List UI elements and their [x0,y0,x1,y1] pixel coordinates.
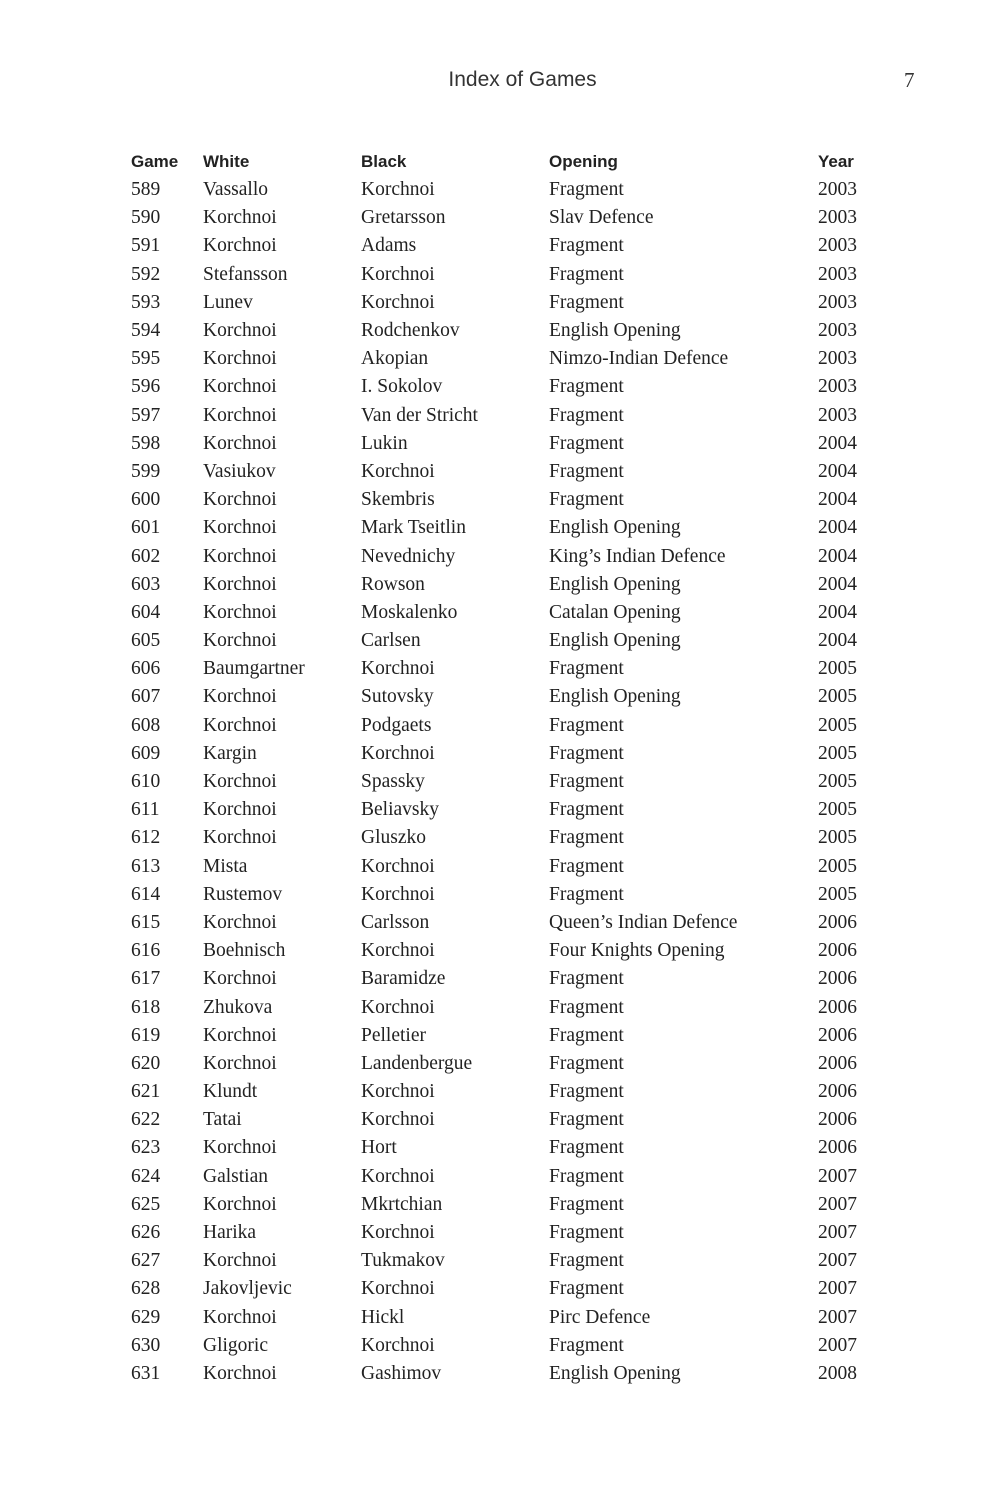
black-player-cell: Rowson [361,573,425,595]
black-player-cell: Van der Stricht [361,404,478,426]
year-cell: 2003 [818,179,857,201]
white-player-cell: Korchnoi [203,207,277,229]
games-table-body [131,176,878,1388]
year-cell: 2004 [818,489,857,511]
white-player-cell: Korchnoi [203,1250,277,1272]
table-row [131,514,878,542]
game-number-cell: 621 [131,1081,161,1103]
game-number-cell: 606 [131,658,161,680]
table-row [131,655,878,683]
opening-cell: Fragment [549,883,624,905]
opening-cell: Catalan Opening [549,601,681,623]
table-row [131,1304,878,1332]
game-number-cell: 610 [131,771,161,793]
year-cell: 2007 [818,1193,857,1215]
opening-cell: Fragment [549,742,624,764]
game-number-cell: 628 [131,1278,161,1300]
table-row [131,1050,878,1078]
opening-cell: Fragment [549,714,624,736]
opening-cell: Fragment [549,179,624,201]
black-player-cell: Podgaets [361,714,432,736]
black-player-cell: Mark Tseitlin [361,517,466,539]
opening-cell: Nimzo-Indian Defence [549,348,729,370]
opening-cell: Fragment [549,855,624,877]
white-player-cell: Lunev [203,291,253,313]
white-player-cell: Kargin [203,742,257,764]
white-player-cell: Boehnisch [203,940,286,962]
game-number-cell: 598 [131,432,161,454]
year-cell: 2005 [818,799,857,821]
year-cell: 2005 [818,714,857,736]
black-player-cell: Korchnoi [361,1165,435,1187]
table-row [131,204,878,232]
white-player-cell: Korchnoi [203,489,277,511]
white-player-cell: Zhukova [203,996,273,1018]
year-cell: 2005 [818,686,857,708]
year-cell: 2003 [818,263,857,285]
column-header-black: Black [361,152,407,171]
black-player-cell: Lukin [361,432,408,454]
white-player-cell: Stefansson [203,263,288,285]
table-row [131,993,878,1021]
black-player-cell: Korchnoi [361,1222,435,1244]
game-number-cell: 605 [131,630,161,652]
table-row [131,1106,878,1134]
black-player-cell: Beliavsky [361,799,439,821]
table-row [131,937,878,965]
game-number-cell: 589 [131,179,161,201]
year-cell: 2005 [818,827,857,849]
game-number-cell: 615 [131,911,161,933]
table-row [131,1078,878,1106]
year-cell: 2007 [818,1334,857,1356]
year-cell: 2007 [818,1165,857,1187]
white-player-cell: Jakovljevic [203,1278,292,1300]
black-player-cell: Korchnoi [361,291,435,313]
white-player-cell: Baumgartner [203,658,305,680]
table-row [131,1360,878,1388]
year-cell: 2006 [818,1024,857,1046]
black-player-cell: Hort [361,1137,397,1159]
game-number-cell: 593 [131,291,161,313]
opening-cell: English Opening [549,686,681,708]
table-row [131,1134,878,1162]
white-player-cell: Korchnoi [203,573,277,595]
year-cell: 2006 [818,968,857,990]
game-number-cell: 613 [131,855,161,877]
opening-cell: King’s Indian Defence [549,545,726,567]
table-row [131,373,878,401]
table-row [131,853,878,881]
white-player-cell: Korchnoi [203,686,277,708]
game-number-cell: 624 [131,1165,161,1187]
black-player-cell: Korchnoi [361,179,435,201]
year-cell: 2003 [818,320,857,342]
white-player-cell: Mista [203,855,248,877]
opening-cell: Fragment [549,1334,624,1356]
opening-cell: Fragment [549,1024,624,1046]
table-row [131,289,878,317]
game-number-cell: 626 [131,1222,161,1244]
black-player-cell: Landenbergue [361,1052,473,1074]
white-player-cell: Korchnoi [203,320,277,342]
game-number-cell: 611 [131,799,160,821]
running-head-title: Index of Games [448,68,597,91]
game-number-cell: 604 [131,601,161,623]
white-player-cell: Galstian [203,1165,268,1187]
white-player-cell: Korchnoi [203,714,277,736]
game-number-cell: 629 [131,1306,161,1328]
opening-cell: Fragment [549,1109,624,1131]
opening-cell: Fragment [549,235,624,257]
opening-cell: Fragment [549,827,624,849]
black-player-cell: Carlsson [361,911,430,933]
game-number-cell: 625 [131,1193,161,1215]
white-player-cell: Korchnoi [203,545,277,567]
table-row [131,796,878,824]
year-cell: 2003 [818,207,857,229]
year-cell: 2006 [818,1081,857,1103]
white-player-cell: Korchnoi [203,404,277,426]
game-number-cell: 603 [131,573,161,595]
opening-cell: English Opening [549,1362,681,1384]
white-player-cell: Korchnoi [203,630,277,652]
black-player-cell: Akopian [361,348,429,370]
column-header-opening: Opening [549,152,618,171]
page-number: 7 [904,68,915,92]
year-cell: 2004 [818,573,857,595]
white-player-cell: Korchnoi [203,1024,277,1046]
opening-cell: Four Knights Opening [549,940,725,962]
table-row [131,430,878,458]
black-player-cell: Spassky [361,771,425,793]
opening-cell: Fragment [549,1165,624,1187]
opening-cell: Fragment [549,968,624,990]
year-cell: 2004 [818,460,857,482]
game-number-cell: 594 [131,320,161,342]
opening-cell: Fragment [549,996,624,1018]
table-row [131,402,878,430]
opening-cell: Fragment [549,376,624,398]
column-header-white: White [203,152,250,171]
black-player-cell: Nevednichy [361,545,456,567]
table-row [131,458,878,486]
white-player-cell: Korchnoi [203,1306,277,1328]
black-player-cell: Korchnoi [361,658,435,680]
black-player-cell: Korchnoi [361,940,435,962]
opening-cell: Fragment [549,1052,624,1074]
black-player-cell: Moskalenko [361,601,458,623]
year-cell: 2007 [818,1222,857,1244]
game-number-cell: 591 [131,235,161,257]
black-player-cell: Korchnoi [361,460,435,482]
year-cell: 2005 [818,855,857,877]
black-player-cell: Korchnoi [361,1278,435,1300]
black-player-cell: Mkrtchian [361,1193,443,1215]
white-player-cell: Tatai [203,1109,242,1131]
opening-cell: English Opening [549,573,681,595]
game-number-cell: 614 [131,883,161,905]
white-player-cell: Klundt [203,1081,258,1103]
table-row [131,824,878,852]
white-player-cell: Harika [203,1222,257,1244]
table-header-row [131,148,878,176]
game-number-cell: 612 [131,827,161,849]
year-cell: 2003 [818,348,857,370]
white-player-cell: Korchnoi [203,432,277,454]
opening-cell: Pirc Defence [549,1306,651,1328]
table-row [131,683,878,711]
opening-cell: Fragment [549,658,624,680]
game-number-cell: 616 [131,940,161,962]
opening-cell: Fragment [549,1278,624,1300]
black-player-cell: I. Sokolov [361,376,443,398]
game-number-cell: 608 [131,714,161,736]
game-number-cell: 622 [131,1109,161,1131]
year-cell: 2004 [818,432,857,454]
opening-cell: Fragment [549,1193,624,1215]
game-number-cell: 607 [131,686,161,708]
opening-cell: Fragment [549,460,624,482]
opening-cell: Fragment [549,432,624,454]
black-player-cell: Korchnoi [361,883,435,905]
white-player-cell: Korchnoi [203,1362,277,1384]
game-number-cell: 617 [131,968,161,990]
year-cell: 2004 [818,517,857,539]
game-number-cell: 618 [131,996,161,1018]
opening-cell: Fragment [549,799,624,821]
white-player-cell: Korchnoi [203,968,277,990]
table-row [131,1275,878,1303]
black-player-cell: Hickl [361,1306,405,1328]
table-row [131,571,878,599]
black-player-cell: Korchnoi [361,1334,435,1356]
black-player-cell: Adams [361,235,417,257]
opening-cell: Fragment [549,404,624,426]
table-row [131,1219,878,1247]
white-player-cell: Korchnoi [203,235,277,257]
white-player-cell: Korchnoi [203,1137,277,1159]
black-player-cell: Baramidze [361,968,446,990]
year-cell: 2006 [818,940,857,962]
game-number-cell: 630 [131,1334,161,1356]
black-player-cell: Gretarsson [361,207,446,229]
opening-cell: Slav Defence [549,207,654,229]
black-player-cell: Korchnoi [361,855,435,877]
year-cell: 2003 [818,404,857,426]
table-row [131,1022,878,1050]
game-number-cell: 623 [131,1137,161,1159]
game-number-cell: 619 [131,1024,161,1046]
opening-cell: Fragment [549,1081,624,1103]
table-row [131,261,878,289]
year-cell: 2004 [818,630,857,652]
opening-cell: Queen’s Indian Defence [549,911,738,933]
black-player-cell: Korchnoi [361,1081,435,1103]
game-number-cell: 595 [131,348,161,370]
white-player-cell: Vassallo [203,179,268,201]
game-number-cell: 590 [131,207,161,229]
black-player-cell: Tukmakov [361,1250,445,1272]
table-row [131,1332,878,1360]
opening-cell: Fragment [549,1222,624,1244]
game-number-cell: 601 [131,517,161,539]
table-row [131,881,878,909]
black-player-cell: Gashimov [361,1362,442,1384]
game-number-cell: 609 [131,742,161,764]
year-cell: 2006 [818,1137,857,1159]
year-cell: 2004 [818,601,857,623]
year-cell: 2003 [818,235,857,257]
year-cell: 2005 [818,742,857,764]
game-number-cell: 596 [131,376,161,398]
table-row [131,317,878,345]
year-cell: 2006 [818,1109,857,1131]
year-cell: 2008 [818,1362,857,1384]
table-row [131,909,878,937]
opening-cell: English Opening [549,320,681,342]
game-number-cell: 600 [131,489,161,511]
white-player-cell: Korchnoi [203,601,277,623]
black-player-cell: Skembris [361,489,435,511]
black-player-cell: Korchnoi [361,1109,435,1131]
year-cell: 2003 [818,376,857,398]
year-cell: 2005 [818,883,857,905]
table-row [131,232,878,260]
column-header-year: Year [818,152,854,171]
white-player-cell: Vasiukov [203,460,276,482]
opening-cell: Fragment [549,291,624,313]
table-row [131,345,878,373]
white-player-cell: Rustemov [203,883,283,905]
year-cell: 2005 [818,658,857,680]
game-number-cell: 620 [131,1052,161,1074]
year-cell: 2007 [818,1278,857,1300]
table-row [131,1191,878,1219]
black-player-cell: Rodchenkov [361,320,460,342]
white-player-cell: Korchnoi [203,376,277,398]
game-number-cell: 599 [131,460,161,482]
table-row [131,627,878,655]
white-player-cell: Korchnoi [203,348,277,370]
year-cell: 2006 [818,911,857,933]
table-row [131,176,878,204]
opening-cell: Fragment [549,771,624,793]
table-row [131,599,878,627]
games-index-table [131,148,878,1388]
table-row [131,542,878,570]
white-player-cell: Gligoric [203,1334,268,1356]
opening-cell: English Opening [549,517,681,539]
year-cell: 2004 [818,545,857,567]
table-row [131,768,878,796]
table-row [131,486,878,514]
white-player-cell: Korchnoi [203,911,277,933]
white-player-cell: Korchnoi [203,517,277,539]
black-player-cell: Korchnoi [361,263,435,285]
game-number-cell: 597 [131,404,161,426]
year-cell: 2003 [818,291,857,313]
year-cell: 2007 [818,1306,857,1328]
year-cell: 2007 [818,1250,857,1272]
column-header-game: Game [131,152,179,171]
table-row [131,740,878,768]
black-player-cell: Pelletier [361,1024,426,1046]
table-row [131,965,878,993]
opening-cell: Fragment [549,1137,624,1159]
white-player-cell: Korchnoi [203,827,277,849]
game-number-cell: 631 [131,1362,161,1384]
table-row [131,1247,878,1275]
opening-cell: Fragment [549,489,624,511]
table-row [131,712,878,740]
table-row [131,1163,878,1191]
opening-cell: English Opening [549,630,681,652]
year-cell: 2006 [818,1052,857,1074]
white-player-cell: Korchnoi [203,1193,277,1215]
year-cell: 2005 [818,771,857,793]
white-player-cell: Korchnoi [203,1052,277,1074]
black-player-cell: Gluszko [361,827,426,849]
black-player-cell: Korchnoi [361,742,435,764]
black-player-cell: Korchnoi [361,996,435,1018]
white-player-cell: Korchnoi [203,771,277,793]
black-player-cell: Sutovsky [361,686,434,708]
game-number-cell: 627 [131,1250,161,1272]
black-player-cell: Carlsen [361,630,421,652]
game-number-cell: 602 [131,545,161,567]
opening-cell: Fragment [549,1250,624,1272]
opening-cell: Fragment [549,263,624,285]
white-player-cell: Korchnoi [203,799,277,821]
game-number-cell: 592 [131,263,161,285]
year-cell: 2006 [818,996,857,1018]
